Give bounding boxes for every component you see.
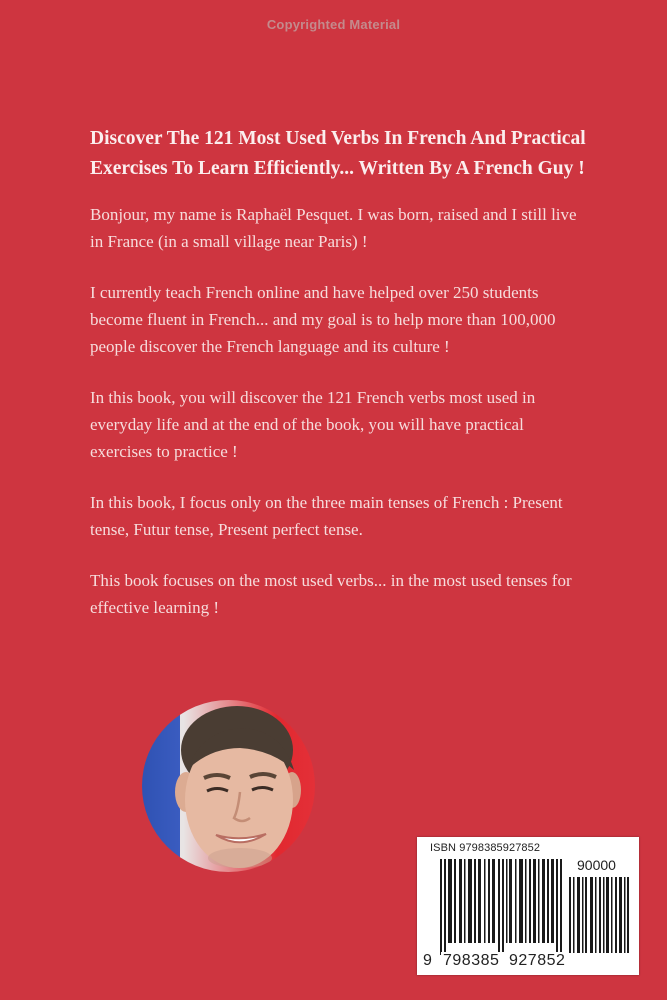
barcode-digits-group1: 798385 bbox=[441, 952, 505, 970]
price-code: 90000 bbox=[577, 857, 616, 873]
barcode-main-bars bbox=[440, 859, 562, 955]
author-portrait-icon bbox=[142, 700, 315, 872]
paragraph-intro: Bonjour, my name is Raphaël Pesquet. I was born, raised and I still live in France (in a small village near Paris) ! bbox=[90, 205, 577, 251]
barcode-addon-bars bbox=[569, 877, 629, 953]
back-cover-text bbox=[90, 124, 590, 645]
author-photo bbox=[142, 700, 315, 872]
paragraph-focus: This book focuses on the most used verbs... in the most used tenses for effective learning ! bbox=[90, 571, 572, 617]
paragraph-tenses: In this book, I focus only on the three main tenses of French : Present tense, Futur tense, Present perfect tense. bbox=[90, 493, 563, 539]
barcode-digit-first: 9 bbox=[423, 952, 433, 969]
headline: Discover The 121 Most Used Verbs In French And Practical Exercises To Learn Efficiently... Written By A French Guy ! bbox=[90, 128, 586, 179]
paragraph-teaching: I currently teach French online and have helped over 250 students become fluent in French... and my goal is to help more than 100,000 people discover the French language and its culture ! bbox=[90, 283, 556, 356]
barcode-digits-group2: 927852 bbox=[509, 952, 566, 969]
paragraph-book-content: In this book, you will discover the 121 French verbs most used in everyday life and at the end of the book, you will have practical exercises to practice ! bbox=[90, 388, 536, 461]
isbn-barcode bbox=[417, 837, 639, 975]
barcode-digits bbox=[423, 952, 565, 970]
isbn-label: ISBN 9798385927852 bbox=[430, 842, 541, 854]
copyright-watermark: Copyrighted Material bbox=[266, 17, 401, 32]
